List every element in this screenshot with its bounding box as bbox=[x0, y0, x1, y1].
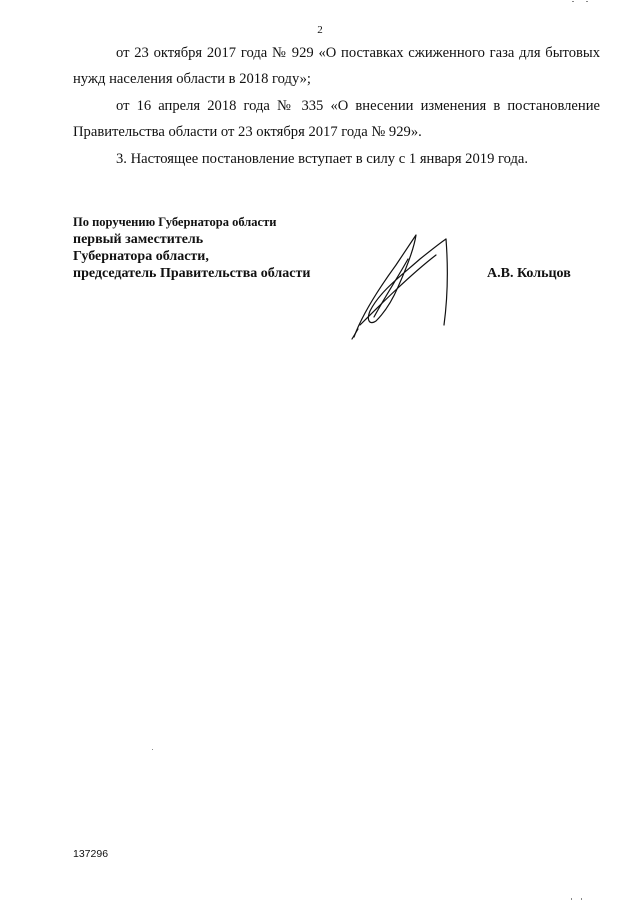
scan-speck bbox=[586, 1, 588, 2]
scan-speck bbox=[152, 749, 153, 750]
signer-name: А.В. Кольцов bbox=[487, 266, 571, 281]
document-body bbox=[73, 40, 600, 172]
document-code: 137296 bbox=[73, 848, 109, 860]
signatory-title-line-2: Губернатора области, bbox=[73, 249, 209, 264]
handwritten-signature bbox=[340, 225, 480, 345]
signatory-title-line-3: председатель Правительства области bbox=[73, 266, 311, 281]
paragraph-decree-335: от 16 апреля 2018 года № 335 «О внесении изменения в постановление Правительства области от 23 октября 2017 года № 929». bbox=[73, 98, 600, 140]
signatory-authority-line: По поручению Губернатора области bbox=[73, 215, 277, 229]
signature-block bbox=[73, 213, 310, 282]
scan-speck bbox=[581, 898, 582, 900]
page-number: 2 bbox=[317, 24, 323, 36]
paragraph-decree-929: от 23 октября 2017 года № 929 «О поставках сжиженного газа для бытовых нужд населения области в 2018 году»; bbox=[73, 45, 600, 87]
scan-speck bbox=[571, 898, 572, 900]
signatory-title-line-1: первый заместитель bbox=[73, 232, 204, 247]
scan-speck bbox=[572, 1, 574, 2]
paragraph-effective-date: 3. Настоящее постановление вступает в силу с 1 января 2019 года. bbox=[116, 151, 529, 167]
